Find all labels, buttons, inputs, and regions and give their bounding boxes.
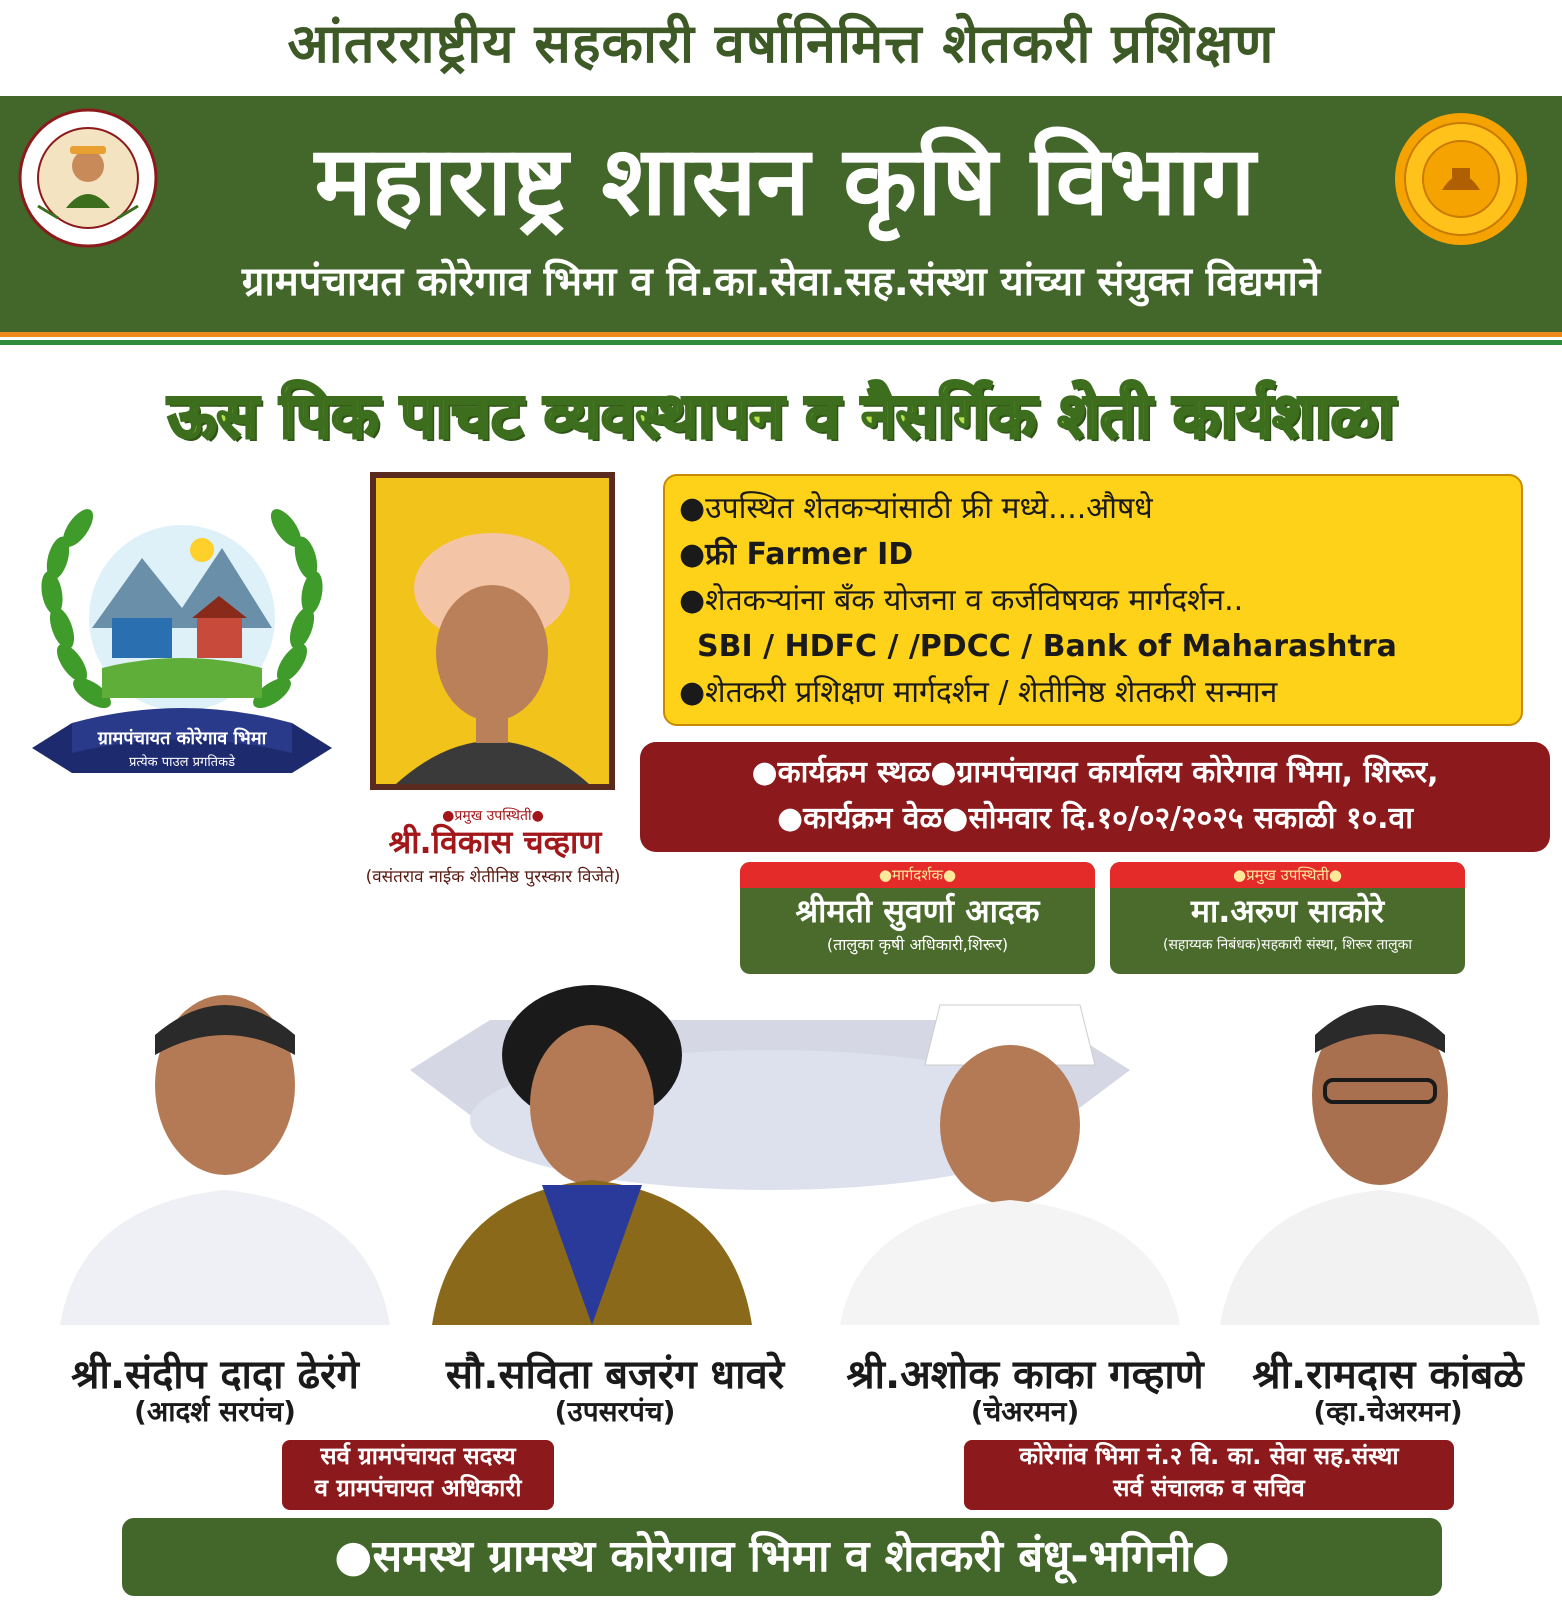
members-line: व ग्रामपंचायत अधिकारी bbox=[314, 1474, 522, 1502]
person-photo-sarpanch bbox=[60, 975, 390, 1325]
guide-card-tag: ●मार्गदर्शक● bbox=[740, 862, 1095, 888]
person-role: (आदर्श सरपंच) bbox=[134, 1395, 296, 1428]
person-photo-deputy-sarpanch bbox=[432, 985, 752, 1325]
person-name: श्री.अशोक काका गव्हाणे bbox=[846, 1352, 1204, 1398]
guide-card-name: श्रीमती सुवर्णा आदक bbox=[795, 892, 1040, 930]
footer-banner: ●समस्थ ग्रामस्थ कोरेगाव भिमा व शेतकरी बंधू-भगिनी● bbox=[122, 1518, 1442, 1596]
society-line: सर्व संचालक व सचिव bbox=[1113, 1474, 1305, 1502]
members-line: सर्व ग्रामपंचायत सदस्य bbox=[320, 1442, 516, 1470]
guest-name: श्री.विकास चव्हाण bbox=[388, 823, 602, 861]
benefit-item: ●उपस्थित शेतकऱ्यांसाठी फ्री मध्ये....औषधे bbox=[679, 491, 1153, 526]
person-name: सौ.सविता बजरंग धावरे bbox=[445, 1352, 785, 1398]
bank-list: SBI / HDFC / /PDCC / Bank of Maharashtra bbox=[697, 629, 1397, 664]
person-name: श्री.संदीप दादा ढेरंगे bbox=[71, 1352, 359, 1398]
gp-logo-banner-text: ग्रामपंचायत कोरेगाव भिमा bbox=[97, 728, 267, 749]
society-directors-box bbox=[964, 1440, 1454, 1510]
person-role: (व्हा.चेअरमन) bbox=[1313, 1395, 1463, 1428]
workshop-title: ऊस पिक पाचट व्यवस्थापन व नैसर्गिक शेती कार्यशाळा bbox=[167, 379, 1395, 452]
society-line: कोरेगांव भिमा नं.२ वि. का. सेवा सह.संस्था bbox=[1019, 1442, 1399, 1470]
panchayat-members-box bbox=[282, 1440, 554, 1510]
green-stripe bbox=[0, 340, 1562, 345]
gram-panchayat-logo bbox=[22, 478, 342, 808]
guide-card bbox=[740, 862, 1095, 974]
guest-photo bbox=[370, 472, 615, 790]
chief-card-tag: ●प्रमुख उपस्थिती● bbox=[1110, 862, 1465, 888]
person-name: श्री.रामदास कांबळे bbox=[1252, 1352, 1524, 1398]
benefits-box bbox=[663, 474, 1523, 726]
gp-logo-motto-text: प्रत्येक पाउल प्रगतिकडे bbox=[128, 755, 236, 770]
guest-role-label: ●प्रमुख उपस्थिती● bbox=[442, 808, 544, 824]
organizers-line: ग्रामपंचायत कोरेगाव भिमा व वि.का.सेवा.सह.संस्था यांच्या संयुक्त विद्यमाने bbox=[241, 259, 1321, 305]
chief-guest-card bbox=[1110, 862, 1465, 974]
guide-card-sub: (तालुका कृषी अधिकारी,शिरूर) bbox=[826, 935, 1009, 954]
chief-card-sub: (सहाय्यक निबंधक)सहकारी संस्था, शिरूर तालुका bbox=[1163, 937, 1412, 953]
venue-time-box bbox=[640, 742, 1550, 852]
department-title: महाराष्ट्र शासन कृषि विभाग bbox=[314, 125, 1256, 237]
chief-card-name: मा.अरुण साकोरे bbox=[1190, 892, 1385, 930]
top-title: आंतरराष्ट्रीय सहकारी वर्षानिमित्त शेतकरी प्रशिक्षण bbox=[287, 12, 1275, 75]
person-photo-vice-chairman bbox=[1220, 975, 1540, 1325]
benefit-item: ●फ्री Farmer ID bbox=[679, 537, 914, 572]
venue-line: ●कार्यक्रम स्थळ●ग्रामपंचायत कार्यालय कोरेगाव भिमा, शिरूर, bbox=[751, 755, 1439, 790]
maharashtra-seal-icon bbox=[1392, 110, 1530, 248]
person-role: (उपसरपंच) bbox=[554, 1395, 676, 1428]
person-photo-chairman bbox=[840, 975, 1180, 1325]
agriculture-department-emblem bbox=[18, 108, 158, 248]
guest-award: (वसंतराव नाईक शेतीनिष्ठ पुरस्कार विजेते) bbox=[365, 867, 621, 887]
benefit-item: ●शेतकऱ्यांना बँक योजना व कर्जविषयक मार्गदर्शन.. bbox=[679, 583, 1244, 618]
time-line: ●कार्यक्रम वेळ●सोमवार दि.१०/०२/२०२५ सकाळी १०.वा bbox=[776, 801, 1414, 836]
benefit-item: ●शेतकरी प्रशिक्षण मार्गदर्शन / शेतीनिष्ठ शेतकरी सन्मान bbox=[679, 675, 1278, 710]
person-role: (चेअरमन) bbox=[970, 1395, 1080, 1428]
